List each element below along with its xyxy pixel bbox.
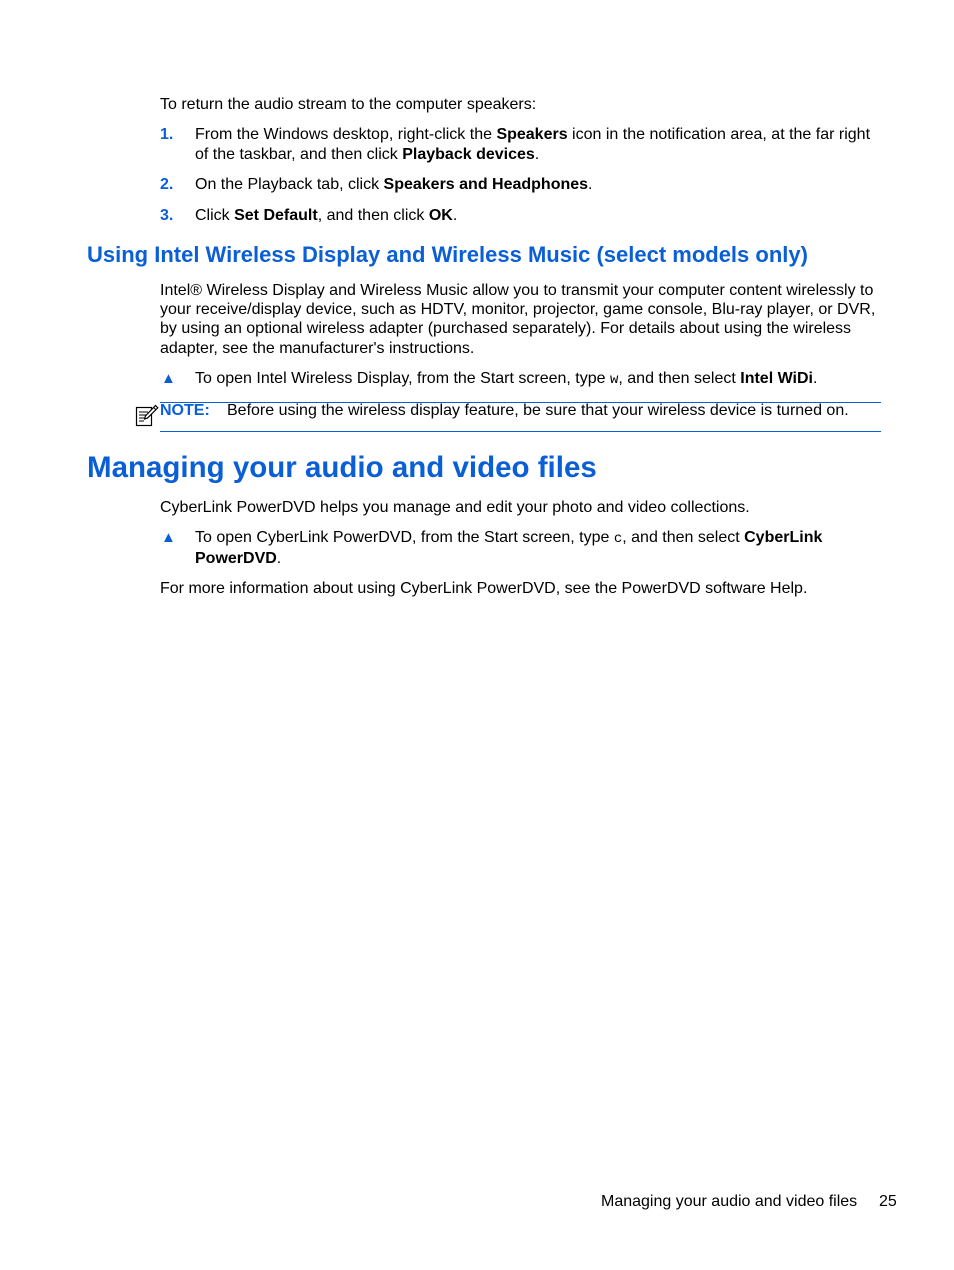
step-2-text: On the Playback tab, click Speakers and Headphones. bbox=[195, 176, 593, 193]
note-bottom-rule bbox=[160, 431, 881, 432]
section-heading-files: Managing your audio and video files bbox=[87, 451, 597, 484]
wireless-para-line-3: by using an optional wireless adapter (purchased separately). For details about using the wireless bbox=[160, 320, 852, 337]
note-text: Before using the wireless display feature, be sure that your wireless device is turned on. bbox=[227, 402, 849, 419]
files-para: CyberLink PowerDVD helps you manage and edit your photo and video collections. bbox=[160, 499, 750, 516]
note-label: NOTE: bbox=[160, 402, 210, 419]
files-bullet-line-1: To open CyberLink PowerDVD, from the Start screen, type c, and then select CyberLink bbox=[195, 529, 823, 547]
bullet-triangle-icon: ▲ bbox=[161, 370, 176, 387]
note-pencil-icon bbox=[135, 404, 159, 428]
wireless-bullet-text: To open Intel Wireless Display, from the Start screen, type w, and then select Intel WiDi. bbox=[195, 370, 818, 388]
section-heading-wireless: Using Intel Wireless Display and Wireless Music (select models only) bbox=[87, 242, 808, 267]
intro-text: To return the audio stream to the computer speakers: bbox=[160, 96, 537, 113]
step-number: 1. bbox=[160, 126, 174, 143]
wireless-para-line-1: Intel® Wireless Display and Wireless Music allow you to transmit your computer content wirelessly to bbox=[160, 282, 874, 299]
step-number: 2. bbox=[160, 176, 174, 193]
wireless-para-line-4: adapter, see the manufacturer's instructions. bbox=[160, 340, 475, 357]
files-bullet-line-2: PowerDVD. bbox=[195, 550, 282, 567]
footer-title: Managing your audio and video files bbox=[601, 1193, 858, 1210]
step-3-text: Click Set Default, and then click OK. bbox=[195, 207, 458, 224]
wireless-para-line-2: your receive/display device, such as HDTV, monitor, projector, game console, Blu-ray player, or DVR, bbox=[160, 301, 876, 318]
bullet-triangle-icon: ▲ bbox=[161, 529, 176, 546]
page-number: 25 bbox=[879, 1193, 897, 1210]
step-1-line-1: From the Windows desktop, right-click the Speakers icon in the notification area, at the far right bbox=[195, 126, 871, 143]
step-number: 3. bbox=[160, 207, 174, 224]
step-1-line-2: of the taskbar, and then click Playback devices. bbox=[195, 146, 540, 163]
files-para-2: For more information about using CyberLink PowerDVD, see the PowerDVD software Help. bbox=[160, 580, 808, 597]
